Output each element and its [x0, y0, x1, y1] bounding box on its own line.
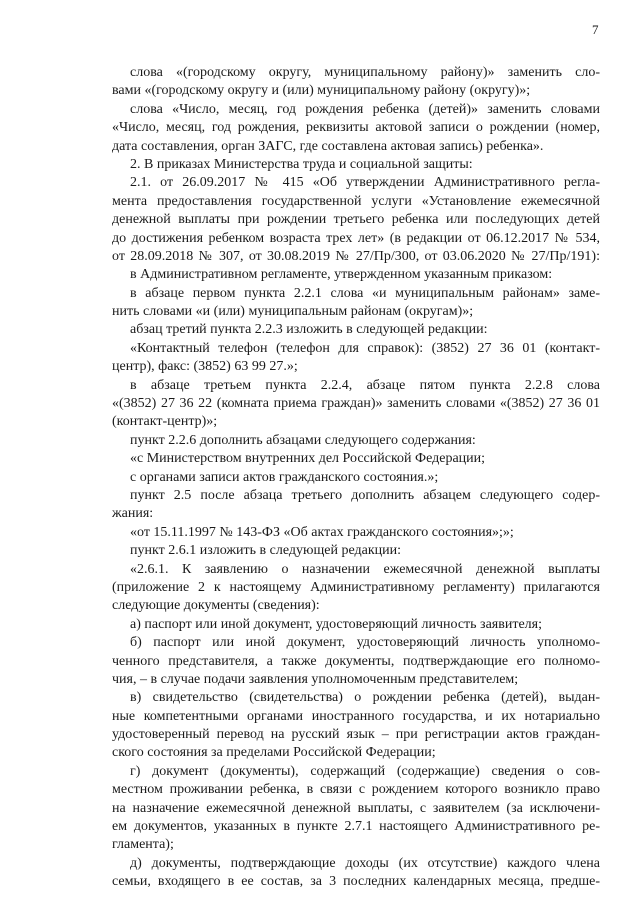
text-line: местном проживании ребенка, в связи с рождением которого возникло право — [112, 782, 600, 798]
document-body — [112, 64, 600, 892]
text-line: на назначение ежемесячной денежной выплаты, с заявителем (за исключени- — [112, 800, 600, 816]
text-line: семьи, входящего в ее состав, за 3 последних календарных месяца, предше- — [112, 874, 600, 890]
page-number: 7 — [592, 22, 599, 37]
text-line: в Административном регламенте, утвержденном указанным приказом: — [130, 267, 553, 283]
text-line: мента предоставления государственной услуги «Установление ежемесячной — [112, 193, 600, 209]
text-line: ского состояния за пределами Российской Федерации; — [112, 745, 436, 761]
text-line: пункт 2.6.1 изложить в следующей редакции: — [130, 543, 401, 559]
text-line: «(3852) 27 36 22 (комната приема граждан)» заменить словами «(3852) 27 36 01 — [112, 396, 600, 412]
text-line: в) свидетельство (свидетельства) о рождении ребенка (детей), выдан- — [130, 690, 600, 706]
text-line: следующие документы (сведения): — [112, 598, 320, 614]
text-line: до достижения ребенком возраста трех лет» (в редакции от 06.12.2017 № 534, — [112, 230, 600, 246]
text-line: 2. В приказах Министерства труда и социальной защиты: — [130, 156, 473, 172]
text-line: «от 15.11.1997 № 143-ФЗ «Об актах гражданского состояния»;»; — [130, 524, 514, 540]
text-line: (приложение 2 к настоящему Административному регламенту) прилагаются — [112, 579, 600, 595]
text-line: пункт 2.2.6 дополнить абзацами следующего содержания: — [130, 432, 476, 448]
text-line: вами «(городскому округу и (или) муниципальному району (округу)»; — [112, 83, 531, 99]
text-line: «Число, месяц, год рождения, реквизиты актовой записи о рождении (номер, — [112, 120, 600, 136]
text-line: слова «(городскому округу, муниципальному району)» заменить сло- — [130, 65, 600, 80]
text-line: ченного представителя, а также документы, подтверждающие его полномо- — [112, 653, 600, 669]
text-line: в абзаце третьем пункта 2.2.4, абзаце пятом пункта 2.2.8 слова — [130, 377, 600, 393]
text-line: «Контактный телефон (телефон для справок): (3852) 27 36 01 (контакт- — [130, 340, 600, 356]
text-line: дата составления, орган ЗАГС, где составлена актовая запись) ребенка». — [112, 138, 544, 154]
text-line: от 28.09.2018 № 307, от 30.08.2019 № 27/Пр/300, от 03.06.2020 № 27/Пр/191): — [112, 248, 600, 264]
text-line: ем документов, указанных в пункте 2.7.1 настоящего Административного ре- — [112, 819, 600, 835]
text-line: «с Министерством внутренних дел Российской Федерации; — [130, 451, 486, 467]
text-line: центр), факс: (3852) 63 99 27.»; — [112, 359, 298, 375]
text-line: а) паспорт или иной документ, удостоверяющий личность заявителя; — [130, 616, 542, 632]
text-line: слова «Число, месяц, год рождения ребенка (детей)» заменить словами — [130, 101, 600, 117]
text-line: абзац третий пункта 2.2.3 изложить в следующей редакции: — [130, 322, 488, 338]
text-line: жания: — [112, 506, 154, 522]
text-line: с органами записи актов гражданского состояния.»; — [130, 469, 439, 485]
text-line: пункт 2.5 после абзаца третьего дополнить абзацем следующего содер- — [130, 487, 600, 503]
text-line: денежной выплаты при рождении третьего ребенка или последующих детей — [112, 212, 600, 228]
text-line: б) паспорт или иной документ, удостоверяющий личность уполномо- — [130, 635, 600, 651]
text-line: г) документ (документы), содержащий (содержащие) сведения о сов- — [130, 763, 600, 779]
text-line: в абзаце первом пункта 2.2.1 слова «и муниципальным районам» заме- — [130, 285, 600, 301]
text-line: ные компетентными органами иностранного государства, и их нотариально — [112, 708, 600, 724]
text-line: 2.1. от 26.09.2017 № 415 «Об утверждении Административного регла- — [130, 175, 600, 191]
text-line: нить словами «и (или) муниципальным районам (округам)»; — [112, 304, 474, 320]
text-line: «2.6.1. К заявлению о назначении ежемесячной денежной выплаты — [130, 561, 600, 577]
text-line: гламента); — [112, 837, 174, 853]
text-line: удостоверенный перевод на русский язык – при регистрации актов граждан- — [112, 727, 600, 743]
text-line: (контакт-центр)»; — [112, 414, 218, 430]
text-line: чия, – в случае подачи заявления уполномоченным представителем; — [112, 671, 519, 687]
text-line: д) документы, подтверждающие доходы (их отсутствие) каждого члена — [130, 855, 600, 871]
